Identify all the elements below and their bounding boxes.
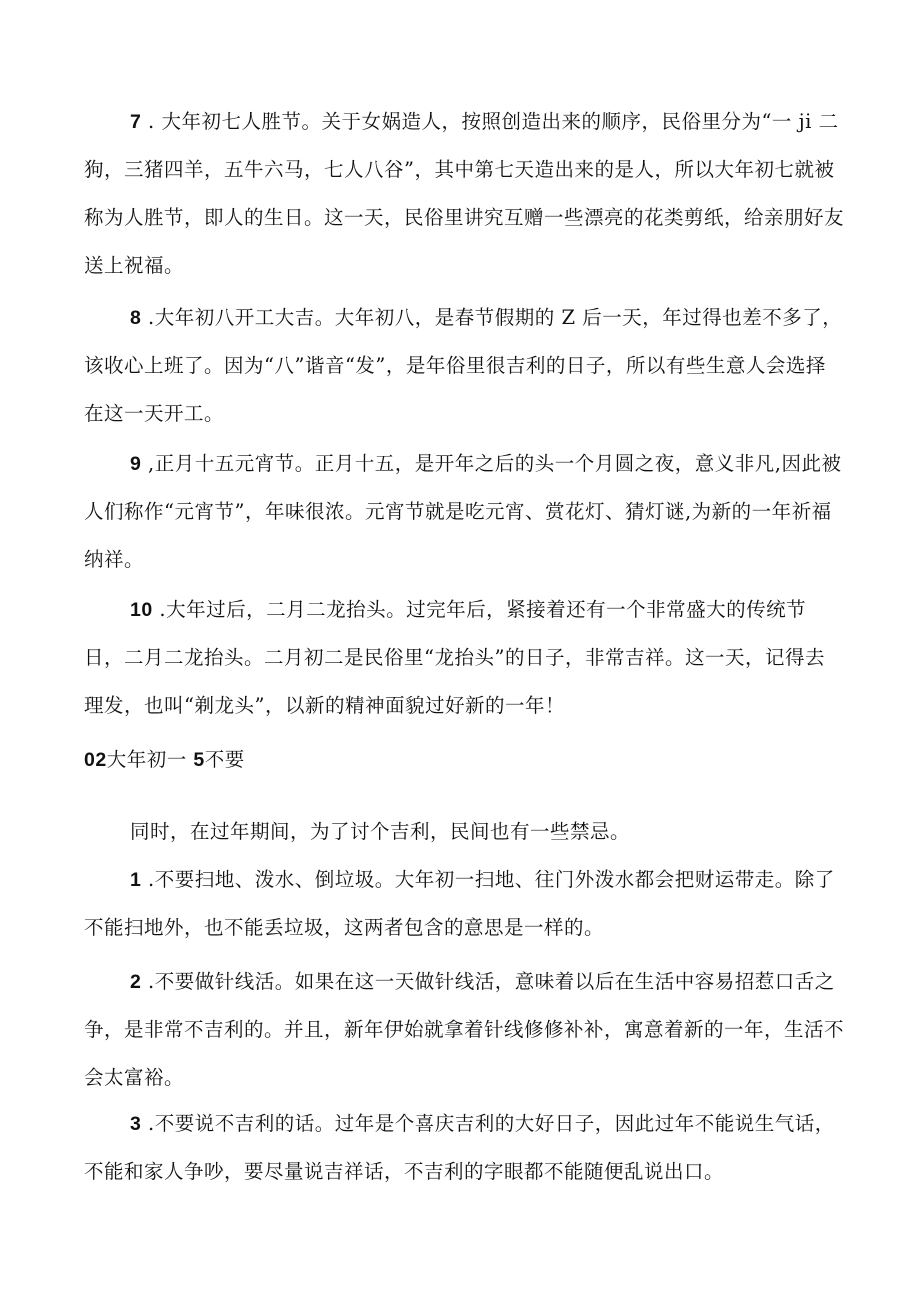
paragraph-text: .大年过后，二月二龙抬头。过完年后，紧接着还有一个非常盛大的传统节日，二月二龙抬头。二月初二是民俗里“龙抬头”的日子，非常吉祥。这一天，记得去理发，也叫“剃龙头”，以新的精神面貌过好新的一年！: [84, 598, 825, 717]
paragraph-text: .不要扫地、泼水、倒垃圾。大年初一扫地、往门外泼水都会把财运带走。除了不能扫地外，也不能丢垃圾，这两者包含的意思是一样的。: [84, 868, 835, 939]
paragraph-item-8: [84, 294, 844, 438]
item-number: 8: [130, 307, 142, 329]
section-heading: [84, 740, 245, 780]
paragraph-text: . 大年初七人胜节。关于女娲造人，按照创造出来的顺序，民俗里分为“一 ji 二狗，三猪四羊，五牛六马，七人八谷”，其中第七天造出来的是人，所以大年初七就被称为人胜节，即人的生日。这一天，民俗里讲究互赠一些漂亮的花类剪纸，给亲朋好友送上祝福。: [84, 110, 845, 277]
paragraph-item-9: [84, 440, 844, 584]
item-number: 2: [130, 971, 142, 993]
heading-text-a: 大年初一: [106, 748, 187, 771]
paragraph-item-3: [84, 1100, 844, 1196]
paragraph-item-10: [84, 586, 844, 730]
paragraph-item-7: [84, 98, 844, 290]
item-number: 7: [130, 111, 142, 133]
paragraph-text: .大年初八开工大吉。大年初八，是春节假期的 Z 后一天，年过得也差不多了，该收心上班了。因为“八”谐音“发”，是年俗里很吉利的日子，所以有些生意人会选择在这一天开工。: [84, 306, 843, 425]
paragraph-text: .不要做针线活。如果在这一天做针线活，意味着以后在生活中容易招惹口舌之争，是非常不吉利的。并且，新年伊始就拿着针线修修补补，寓意着新的一年，生活不会太富裕。: [84, 970, 845, 1089]
heading-text-b: 不要: [204, 748, 245, 771]
item-number: 1: [130, 869, 142, 891]
item-number: 9: [130, 453, 142, 475]
item-number: 10: [130, 599, 153, 621]
heading-number: 02: [84, 749, 107, 771]
heading-count: 5: [193, 749, 205, 771]
intro-paragraph: [84, 808, 844, 856]
paragraph-item-2: [84, 958, 844, 1102]
intro-text: 同时，在过年期间，为了讨个吉利，民间也有一些禁忌。: [130, 820, 631, 843]
paragraph-text: .不要说不吉利的话。过年是个喜庆吉利的大好日子，因此过年不能说生气话，不能和家人争吵，要尽量说吉祥话，不吉利的字眼都不能随便乱说出口。: [84, 1112, 835, 1183]
item-number: 3: [130, 1113, 142, 1135]
paragraph-item-1: [84, 856, 844, 952]
paragraph-text: ,正月十五元宵节。正月十五，是开年之后的头一个月圆之夜，意义非凡,因此被人们称作“元宵节”，年味很浓。元宵节就是吃元宵、赏花灯、猜灯谜,为新的一年祈福纳祥。: [84, 452, 842, 571]
